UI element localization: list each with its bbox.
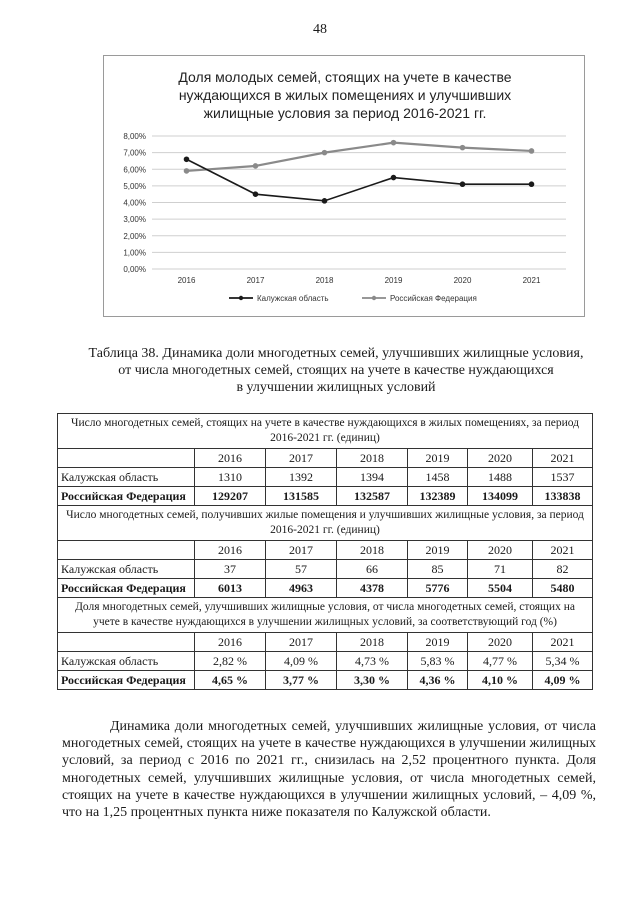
chart-plot-area xyxy=(104,56,586,318)
value-cell: 4,65 % xyxy=(195,671,266,690)
year-header-cell: 2018 xyxy=(337,449,408,468)
x-tick-label: 2019 xyxy=(384,276,403,285)
y-tick-label: 0,00% xyxy=(123,265,146,274)
row-label: Российская Федерация xyxy=(58,487,195,506)
year-header-cell: 2020 xyxy=(468,449,533,468)
series-line xyxy=(187,159,532,201)
value-cell: 4,09 % xyxy=(266,652,337,671)
data-point xyxy=(391,140,396,145)
table-row xyxy=(58,560,593,579)
year-header-cell: 2020 xyxy=(468,541,533,560)
value-cell: 4,10 % xyxy=(468,671,533,690)
empty-header-cell xyxy=(58,449,195,468)
y-tick-label: 5,00% xyxy=(123,181,146,191)
legend-marker xyxy=(372,296,376,300)
value-cell: 4,77 % xyxy=(468,652,533,671)
year-header-cell: 2016 xyxy=(195,449,266,468)
table-row xyxy=(58,671,593,690)
chart-title-line: нуждающихся в жилых помещениях и улучшивших xyxy=(178,87,512,103)
year-header-row xyxy=(58,449,593,468)
value-cell: 5504 xyxy=(468,579,533,598)
section-title: Доля многодетных семей, улучшивших жилищные условия, от числа многодетных семей, стоящих на учете в качестве нуждающихся в улучшении жилищных условий, за соответствующий год (%) xyxy=(58,598,593,633)
value-cell: 132389 xyxy=(408,487,468,506)
value-cell: 4378 xyxy=(337,579,408,598)
value-cell: 134099 xyxy=(468,487,533,506)
value-cell: 1392 xyxy=(266,468,337,487)
empty-header-cell xyxy=(58,633,195,652)
value-cell: 71 xyxy=(468,560,533,579)
value-cell: 85 xyxy=(408,560,468,579)
value-cell: 66 xyxy=(337,560,408,579)
table-row xyxy=(58,652,593,671)
value-cell: 57 xyxy=(266,560,337,579)
row-label: Российская Федерация xyxy=(58,671,195,690)
line-chart xyxy=(103,55,585,317)
year-header-cell: 2016 xyxy=(195,541,266,560)
legend-marker xyxy=(239,296,243,300)
chart-title-line: Доля молодых семей, стоящих на учете в качестве xyxy=(178,69,512,85)
value-cell: 4,73 % xyxy=(337,652,408,671)
data-point xyxy=(529,182,534,187)
row-label: Калужская область xyxy=(58,652,195,671)
y-tick-label: 8,00% xyxy=(123,132,146,141)
data-point xyxy=(253,164,258,169)
year-header-cell: 2017 xyxy=(266,449,337,468)
table-row xyxy=(58,487,593,506)
y-tick-label: 4,00% xyxy=(123,198,146,208)
x-tick-label: 2017 xyxy=(246,276,265,285)
value-cell: 82 xyxy=(533,560,593,579)
table-caption-line: от числа многодетных семей, стоящих на учете в качестве нуждающихся xyxy=(118,363,554,378)
x-tick-label: 2020 xyxy=(453,276,472,285)
value-cell: 4963 xyxy=(266,579,337,598)
year-header-row xyxy=(58,541,593,560)
y-tick-label: 1,00% xyxy=(123,248,146,258)
table-caption-line: в улучшении жилищных условий xyxy=(236,380,436,395)
year-header-cell: 2017 xyxy=(266,541,337,560)
data-point xyxy=(460,145,465,150)
value-cell: 1488 xyxy=(468,468,533,487)
y-tick-label: 3,00% xyxy=(123,215,146,225)
table-caption xyxy=(70,345,602,396)
row-label: Калужская область xyxy=(58,560,195,579)
x-tick-label: 2016 xyxy=(177,276,196,285)
year-header-cell: 2017 xyxy=(266,633,337,652)
year-header-cell: 2021 xyxy=(533,633,593,652)
y-tick-label: 2,00% xyxy=(123,231,146,241)
data-point xyxy=(184,169,189,174)
table-row xyxy=(58,468,593,487)
series-line xyxy=(187,143,532,171)
value-cell: 5,83 % xyxy=(408,652,468,671)
year-header-cell: 2016 xyxy=(195,633,266,652)
year-header-cell: 2021 xyxy=(533,449,593,468)
year-header-cell: 2018 xyxy=(337,633,408,652)
year-header-cell: 2018 xyxy=(337,541,408,560)
year-header-cell: 2019 xyxy=(408,541,468,560)
data-point xyxy=(322,199,327,204)
value-cell: 3,30 % xyxy=(337,671,408,690)
table-caption-line: Таблица 38. Динамика доли многодетных семей, улучшивших жилищные условия, xyxy=(88,346,584,361)
data-point xyxy=(391,175,396,180)
year-header-cell: 2019 xyxy=(408,633,468,652)
value-cell: 3,77 % xyxy=(266,671,337,690)
value-cell: 5776 xyxy=(408,579,468,598)
value-cell: 4,36 % xyxy=(408,671,468,690)
year-header-row xyxy=(58,633,593,652)
value-cell: 129207 xyxy=(195,487,266,506)
value-cell: 5480 xyxy=(533,579,593,598)
data-point xyxy=(253,192,258,197)
value-cell: 1394 xyxy=(337,468,408,487)
value-cell: 4,09 % xyxy=(533,671,593,690)
value-cell: 132587 xyxy=(337,487,408,506)
value-cell: 133838 xyxy=(533,487,593,506)
data-point xyxy=(184,157,189,162)
y-tick-label: 7,00% xyxy=(123,148,146,158)
page-number: 48 xyxy=(313,22,327,37)
x-tick-label: 2018 xyxy=(315,276,334,285)
year-header-cell: 2019 xyxy=(408,449,468,468)
chart-title-line: жилищные условия за период 2016-2021 гг. xyxy=(203,105,487,121)
year-header-cell: 2021 xyxy=(533,541,593,560)
summary-paragraph: Динамика доли многодетных семей, улучшивших жилищные условия, от числа многодетных семей, стоящих на учете в качестве нуждающихся в улучшении жилищных условий, за период с 2016 по 2021 гг., снизилась на 2,52 процентного пункта. Доля многодетных семей, улучшивших жилищные условия, от числа многодетных семей, стоящих на учете в качестве нуждающихся в улучшении жилищных условий, – 4,09 %, что на 1,25 процентных пункта ниже показателя по Калужской области. xyxy=(62,719,596,821)
legend-label: Калужская область xyxy=(257,294,329,303)
row-label: Калужская область xyxy=(58,468,195,487)
value-cell: 1537 xyxy=(533,468,593,487)
value-cell: 1310 xyxy=(195,468,266,487)
x-tick-label: 2021 xyxy=(522,276,541,285)
empty-header-cell xyxy=(58,541,195,560)
data-point xyxy=(460,182,465,187)
value-cell: 37 xyxy=(195,560,266,579)
value-cell: 2,82 % xyxy=(195,652,266,671)
value-cell: 131585 xyxy=(266,487,337,506)
value-cell: 6013 xyxy=(195,579,266,598)
value-cell: 5,34 % xyxy=(533,652,593,671)
legend-label: Российская Федерация xyxy=(390,294,477,303)
row-label: Российская Федерация xyxy=(58,579,195,598)
value-cell: 1458 xyxy=(408,468,468,487)
table-row xyxy=(58,579,593,598)
year-header-cell: 2020 xyxy=(468,633,533,652)
section-title: Число многодетных семей, стоящих на учете в качестве нуждающихся в жилых помещениях, за период 2016-2021 гг. (единиц) xyxy=(58,414,593,449)
section-title: Число многодетных семей, получивших жилые помещения и улучшивших жилищные условия, за период 2016-2021 гг. (единиц) xyxy=(58,506,593,541)
y-tick-label: 6,00% xyxy=(123,165,146,175)
data-point xyxy=(529,149,534,154)
data-point xyxy=(322,150,327,155)
statistics-table xyxy=(57,413,593,690)
